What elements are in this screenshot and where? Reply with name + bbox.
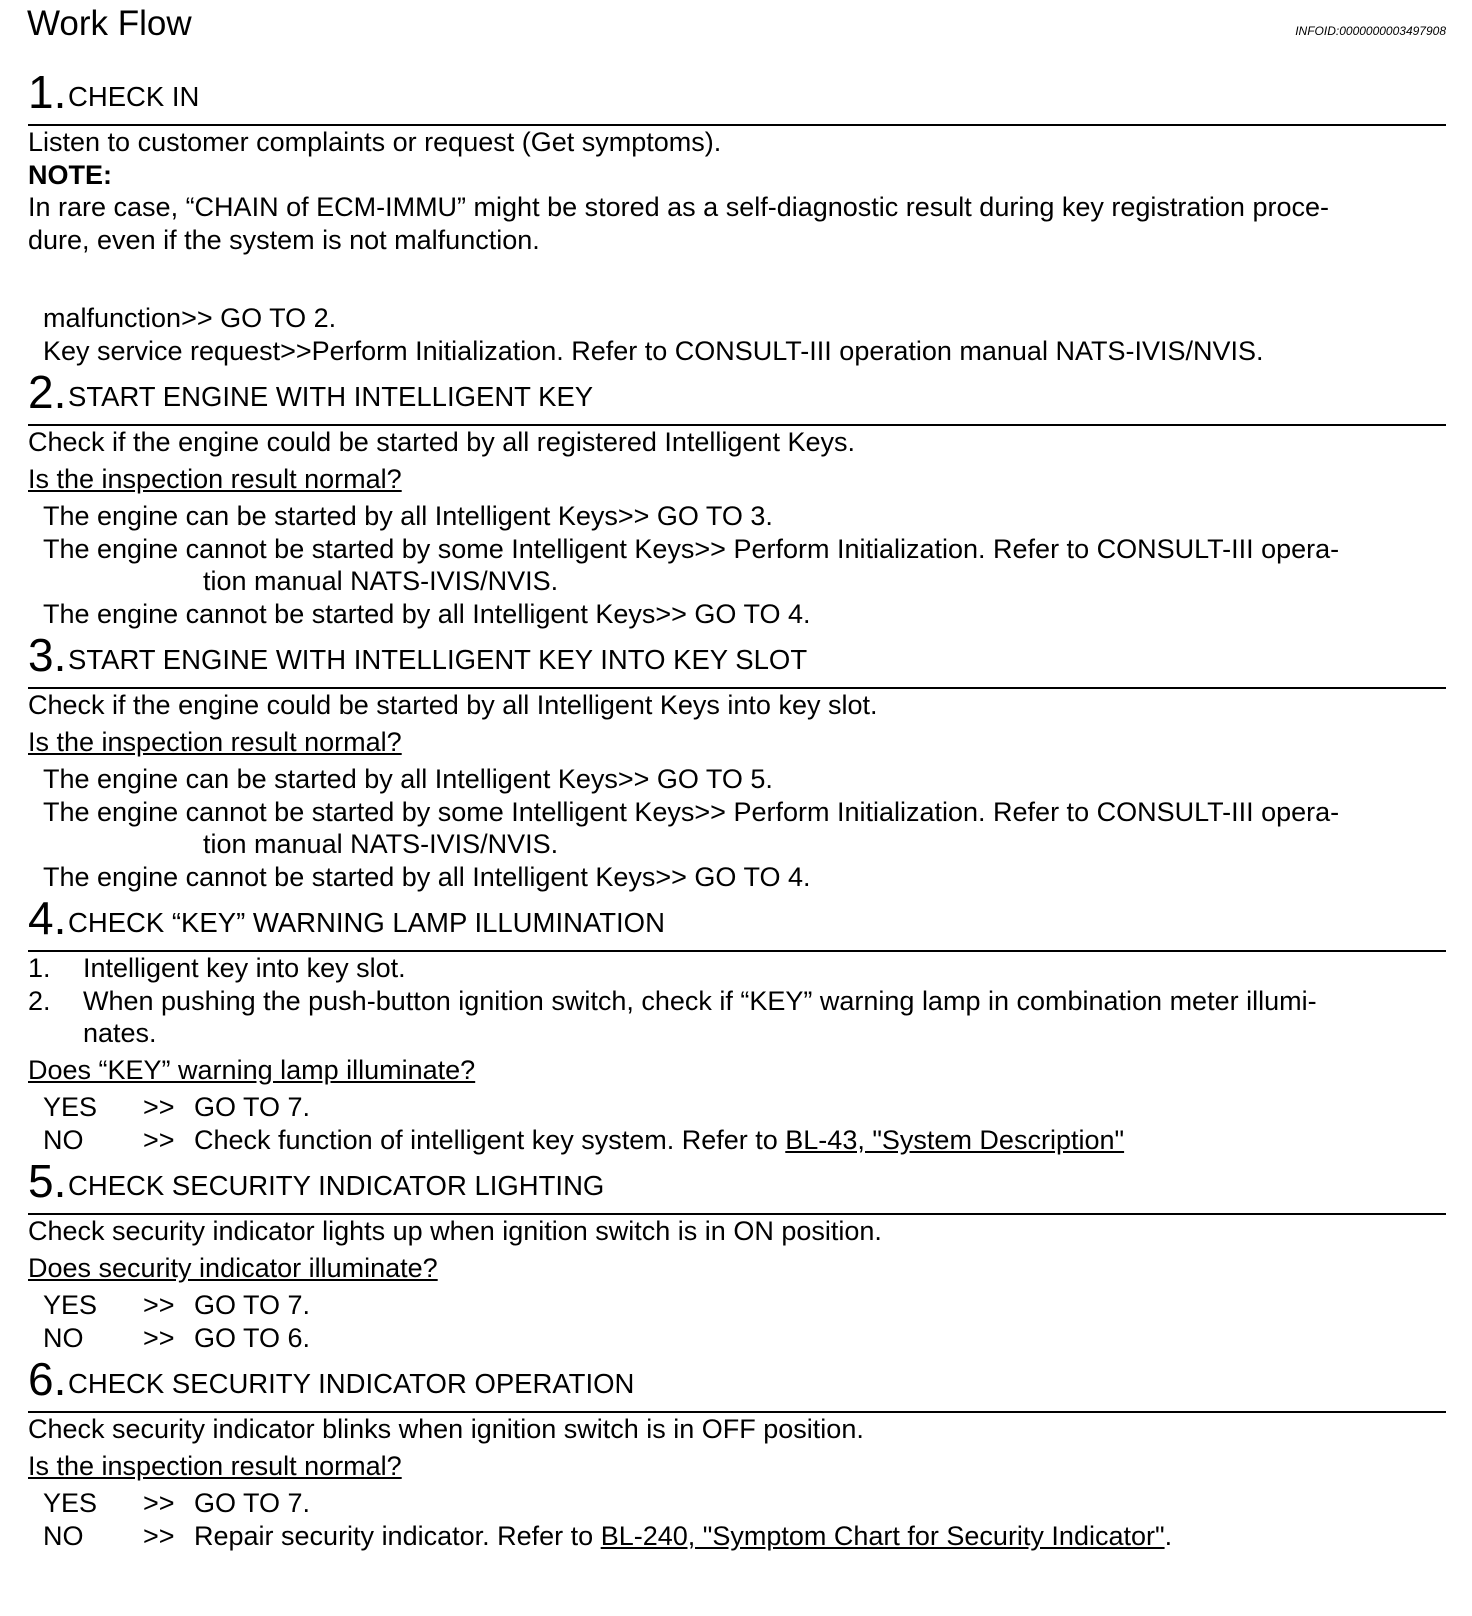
result-text: GO TO 7. (194, 1290, 311, 1320)
note-text: dure, even if the system is not malfunction. (28, 224, 540, 255)
result-text: Repair security indicator. Refer to (194, 1520, 601, 1551)
step-3-body: Check if the engine could be started by all Intelligent Keys into key slot. (28, 690, 878, 720)
procedure-step (28, 985, 1446, 1050)
info-id: INFOID:0000000003497908 (1295, 24, 1446, 38)
procedure-step (28, 952, 1446, 985)
inspection-question: Is the inspection result normal? (28, 1450, 402, 1481)
step-title: START ENGINE WITH INTELLIGENT KEY (68, 381, 594, 412)
arrow: >> (143, 1322, 175, 1353)
page-title: Work Flow (27, 4, 192, 43)
inspection-question: Does “KEY” warning lamp illuminate? (28, 1054, 476, 1085)
step-2-heading (28, 367, 1446, 426)
step-number: 4. (28, 892, 67, 944)
yes-result (28, 1487, 1446, 1520)
arrow: >> (143, 1124, 175, 1155)
arrow: >> (143, 1290, 175, 1320)
result-item (28, 796, 1446, 861)
step-title: CHECK SECURITY INDICATOR OPERATION (68, 1368, 635, 1399)
yes-label: YES (43, 1488, 98, 1518)
inspection-question: Is the inspection result normal? (28, 463, 402, 494)
step-4-heading (28, 893, 1446, 952)
step-title: CHECK “KEY” WARNING LAMP ILLUMINATION (68, 907, 665, 938)
step-2-body: Check if the engine could be started by all registered Intelligent Keys. (28, 427, 855, 457)
step-index: 1. (28, 953, 51, 983)
no-result (28, 1322, 1446, 1355)
arrow: >> (143, 1520, 175, 1551)
result-text: tion manual NATS-IVIS/NVIS. (203, 566, 559, 596)
no-label: NO (43, 1124, 84, 1155)
result-text: The engine cannot be started by some Intelligent Keys>> Perform Initialization. Refer to CONSULT-III opera- (43, 796, 1340, 827)
no-label: NO (43, 1520, 84, 1551)
yes-label: YES (43, 1290, 98, 1320)
result-item: The engine can be started by all Intelligent Keys>> GO TO 5. (43, 764, 773, 794)
result-text: GO TO 7. (194, 1092, 311, 1122)
result-item: The engine cannot be started by all Intelligent Keys>> GO TO 4. (43, 861, 811, 892)
result-item: The engine cannot be started by all Intelligent Keys>> GO TO 4. (43, 598, 811, 629)
step-title: CHECK IN (68, 81, 200, 112)
inspection-question: Does security indicator illuminate? (28, 1252, 438, 1283)
step-number: 3. (28, 629, 67, 681)
inspection-question: Is the inspection result normal? (28, 726, 402, 757)
step-title: CHECK SECURITY INDICATOR LIGHTING (68, 1170, 605, 1201)
result-item: The engine can be started by all Intelligent Keys>> GO TO 3. (43, 501, 773, 531)
yes-result (28, 1289, 1446, 1322)
step-6-heading (28, 1354, 1446, 1413)
step-title: START ENGINE WITH INTELLIGENT KEY INTO KEY SLOT (68, 644, 808, 675)
result-text: GO TO 7. (194, 1488, 311, 1518)
step-number: 2. (28, 366, 67, 418)
result-text: Check function of intelligent key system. Refer to (194, 1124, 786, 1155)
step-number: 6. (28, 1353, 67, 1405)
bl-43-link[interactable]: BL-43, "System Description" (785, 1124, 1125, 1155)
step-3-heading (28, 630, 1446, 689)
step-number: 5. (28, 1155, 67, 1207)
step-5-heading (28, 1156, 1446, 1215)
step-1-body: Listen to customer complaints or request (Get symptoms). (28, 127, 722, 157)
no-label: NO (43, 1322, 84, 1353)
yes-result (28, 1091, 1446, 1124)
result-item (28, 533, 1446, 598)
period: . (1164, 1520, 1173, 1551)
arrow: >> (143, 1488, 175, 1518)
step-text: nates. (83, 1018, 157, 1048)
yes-label: YES (43, 1092, 98, 1122)
no-result (28, 1124, 1446, 1157)
step-text: When pushing the push-button ignition switch, check if “KEY” warning lamp in combination meter illumi- (83, 985, 1317, 1016)
step-text: Intelligent key into key slot. (83, 953, 406, 983)
step-index: 2. (28, 985, 51, 1016)
arrow: >> (143, 1092, 175, 1122)
note-text: In rare case, “CHAIN of ECM-IMMU” might be stored as a self-diagnostic result during key registration proce- (28, 192, 1329, 222)
result-text: GO TO 6. (194, 1322, 311, 1353)
no-result (28, 1520, 1446, 1553)
result-item: Key service request>>Perform Initialization. Refer to CONSULT-III operation manual NATS-IVIS/NVIS. (43, 335, 1264, 366)
bl-240-link[interactable]: BL-240, "Symptom Chart for Security Indicator" (600, 1520, 1165, 1551)
result-text: tion manual NATS-IVIS/NVIS. (203, 829, 559, 859)
note-label: NOTE: (28, 159, 112, 190)
work-flow-document (28, 67, 1446, 1552)
step-number: 1. (28, 66, 67, 118)
step-6-body: Check security indicator blinks when ignition switch is in OFF position. (28, 1414, 864, 1444)
step-1-heading (28, 67, 1446, 126)
step-5-body: Check security indicator lights up when ignition switch is in ON position. (28, 1216, 882, 1246)
result-text: The engine cannot be started by some Intelligent Keys>> Perform Initialization. Refer to CONSULT-III opera- (43, 533, 1340, 564)
result-item: malfunction>> GO TO 2. (43, 303, 337, 333)
